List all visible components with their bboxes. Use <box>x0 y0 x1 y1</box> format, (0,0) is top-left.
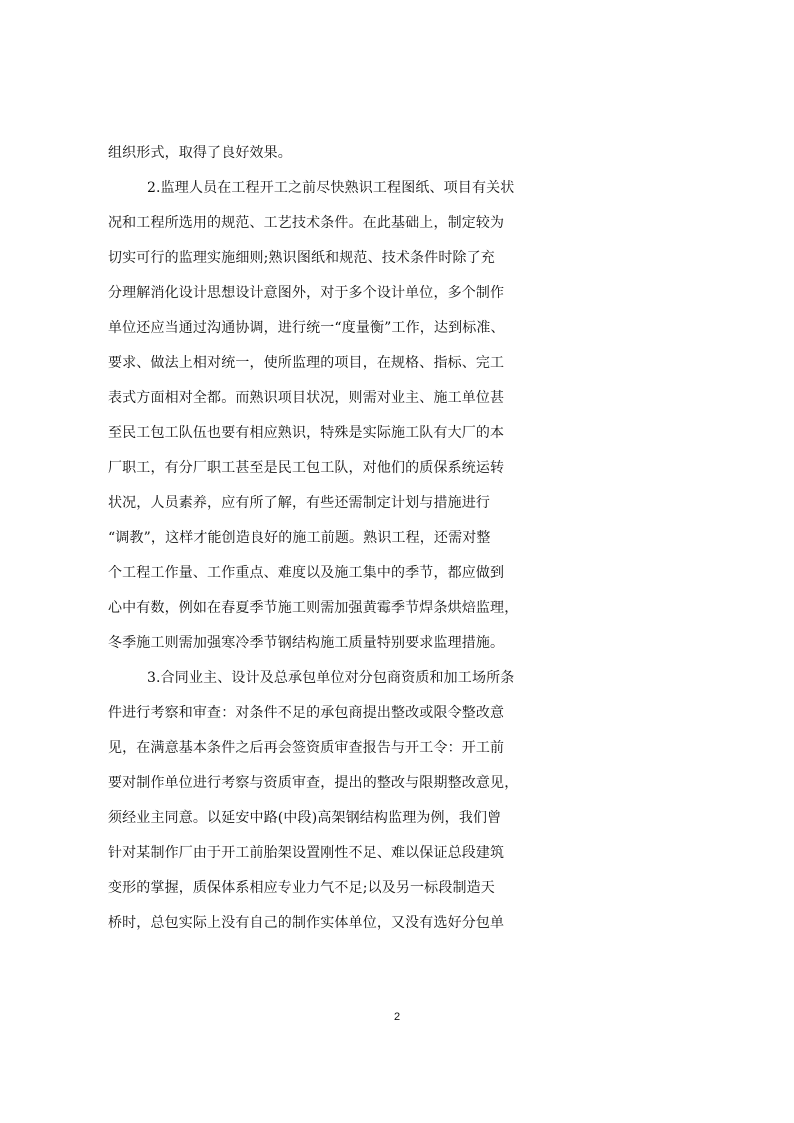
body-text <box>108 136 708 941</box>
text-line: 至民工包工队伍也要有相应熟识，特殊是实际施工队有大厂的本 <box>108 425 505 441</box>
text-line: 分理解消化设计思想设计意图外，对于多个设计单位，多个制作 <box>108 285 505 301</box>
text-line: 切实可行的监理实施细则;熟识图纸和规范、技术条件时除了充 <box>108 250 495 266</box>
text-line: 厂职工，有分厂职工甚至是民工包工队，对他们的质保系统运转 <box>108 460 505 476</box>
text-line: 表式方面相对全都。而熟识项目状况，则需对业主、施工单位甚 <box>108 390 505 406</box>
text-line: 件进行考察和审查：对条件不足的承包商提出整改或限令整改意 <box>108 705 505 721</box>
text-line: 个工程工作量、工作重点、难度以及施工集中的季节，都应做到 <box>108 565 505 581</box>
text-line: “调教”，这样才能创造良好的施工前题。熟识工程，还需对整 <box>108 530 491 546</box>
text-line: 组织形式，取得了良好效果。 <box>108 145 292 161</box>
text-line: 况和工程所选用的规范、工艺技术条件。在此基础上，制定较为 <box>108 215 505 231</box>
text-line: 桥时，总包实际上没有自己的制作实体单位，又没有选好分包单 <box>108 915 505 931</box>
text-line: 心中有数，例如在春夏季节施工则需加强黄霉季节焊条烘焙监理， <box>108 600 519 616</box>
text-line: 变形的掌握，质保体系相应专业力气不足;以及另一标段制造天 <box>108 880 495 896</box>
page-number: 2 <box>393 1011 401 1023</box>
text-line: 单位还应当通过沟通协调，进行统一“度量衡”工作，达到标准、 <box>108 320 505 336</box>
text-line: 状况，人员素养，应有所了解，有些还需制定计划与措施进行 <box>108 495 491 511</box>
text-line: 见，在满意基本条件之后再会签资质审查报告与开工令：开工前 <box>108 740 505 756</box>
paragraph-start-line: 2.监理人员在工程开工之前尽快熟识工程图纸、项目有关状 <box>147 180 515 196</box>
paragraph-start-line: 3.合同业主、设计及总承包单位对分包商资质和加工场所条 <box>147 670 515 686</box>
text-line: 针对某制作厂由于开工前胎架设置刚性不足、难以保证总段建筑 <box>108 845 505 861</box>
text-line: 须经业主同意。以延安中路(中段)高架钢结构监理为例，我们曾 <box>108 810 502 826</box>
text-line: 冬季施工则需加强寒冷季节钢结构施工质量特别要求监理措施。 <box>108 635 505 651</box>
text-line: 要求、做法上相对统一，使所监理的项目，在规格、指标、完工 <box>108 355 505 371</box>
text-line: 要对制作单位进行考察与资质审查，提出的整改与限期整改意见， <box>108 775 519 791</box>
